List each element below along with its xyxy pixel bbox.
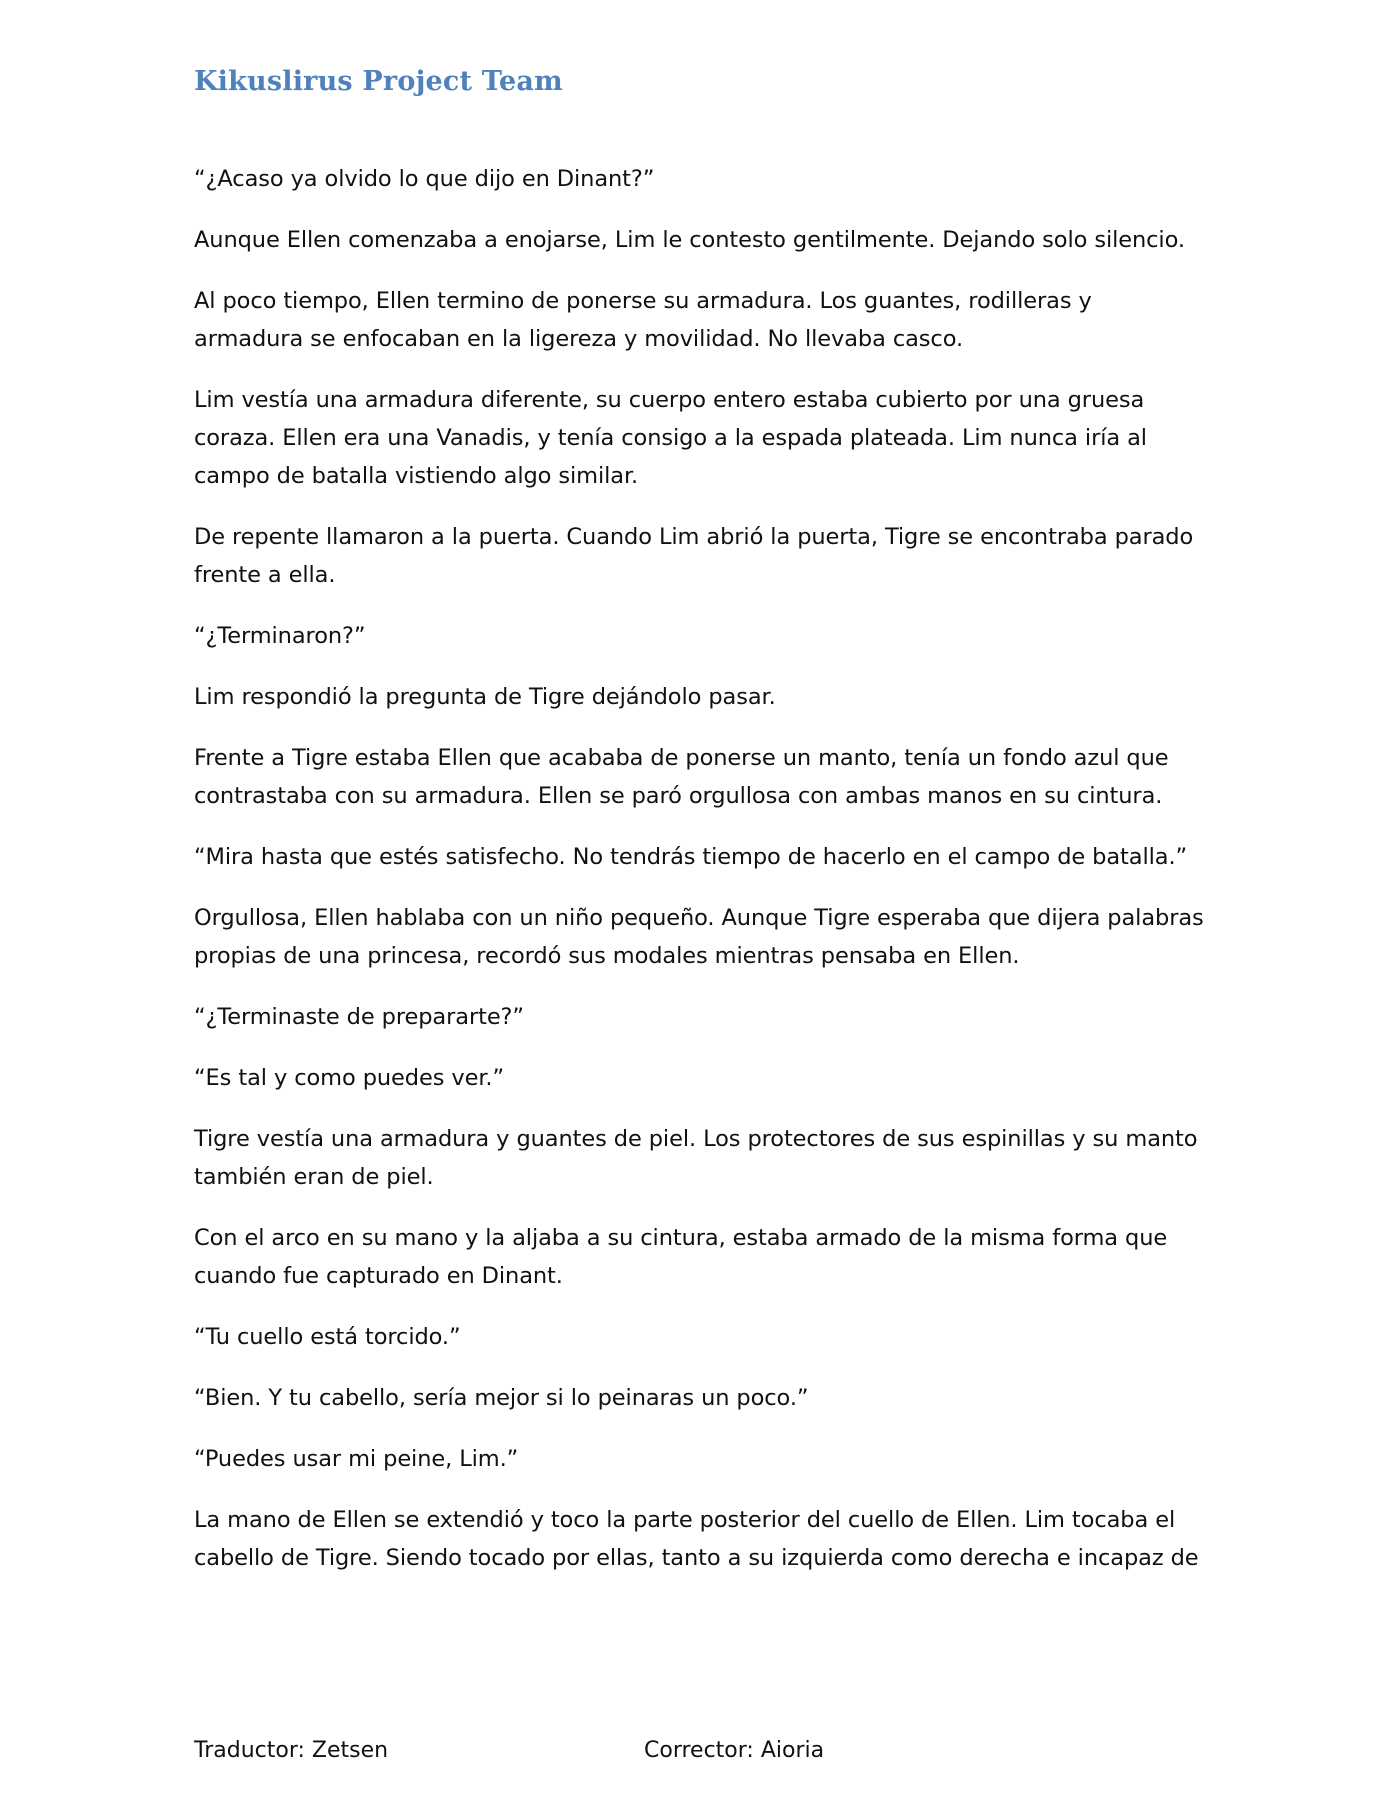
paragraph: “Tu cuello está torcido.” bbox=[194, 1324, 461, 1350]
paragraph: De repente llamaron a la puerta. Cuando Lim abrió la puerta, Tigre se encontraba parado frente a ella. bbox=[194, 524, 1194, 588]
translator-credit: Traductor: Zetsen bbox=[194, 1738, 389, 1763]
paragraph: “Bien. Y tu cabello, sería mejor si lo peinaras un poco.” bbox=[194, 1385, 809, 1411]
paragraph: Orgullosa, Ellen hablaba con un niño pequeño. Aunque Tigre esperaba que dijera palabras propias de una princesa, recordó sus modales mientras pensaba en Ellen. bbox=[194, 905, 1204, 969]
paragraph: “¿Terminaste de prepararte?” bbox=[194, 1004, 524, 1030]
paragraph: Lim respondió la pregunta de Tigre dejándolo pasar. bbox=[194, 684, 776, 710]
paragraph: “¿Terminaron?” bbox=[194, 623, 366, 649]
paragraph: La mano de Ellen se extendió y toco la parte posterior del cuello de Ellen. Lim tocaba el cabello de Tigre. Siendo tocado por ellas, tanto a su izquierda como derecha e incapaz de bbox=[194, 1507, 1199, 1571]
page-header-title: Kikuslirus Project Team bbox=[194, 66, 563, 97]
paragraph: “Es tal y como puedes ver.” bbox=[194, 1065, 505, 1091]
paragraph: Aunque Ellen comenzaba a enojarse, Lim le contesto gentilmente. Dejando solo silencio. bbox=[194, 227, 1185, 253]
paragraph: “¿Acaso ya olvido lo que dijo en Dinant?” bbox=[194, 166, 655, 192]
corrector-credit: Corrector: Aioria bbox=[644, 1738, 825, 1763]
paragraph: Tigre vestía una armadura y guantes de piel. Los protectores de sus espinillas y su manto también eran de piel. bbox=[194, 1126, 1198, 1190]
paragraph: Frente a Tigre estaba Ellen que acababa de ponerse un manto, tenía un fondo azul que contrastaba con su armadura. Ellen se paró orgullosa con ambas manos en su cintura. bbox=[194, 745, 1169, 809]
paragraph: Lim vestía una armadura diferente, su cuerpo entero estaba cubierto por una gruesa coraza. Ellen era una Vanadis, y tenía consigo a la espada plateada. Lim nunca iría al campo de batalla vistiendo algo similar. bbox=[194, 387, 1147, 489]
page-body bbox=[194, 160, 1204, 1600]
paragraph: “Mira hasta que estés satisfecho. No tendrás tiempo de hacerlo en el campo de batalla.” bbox=[194, 844, 1188, 870]
paragraph: Con el arco en su mano y la aljaba a su cintura, estaba armado de la misma forma que cuando fue capturado en Dinant. bbox=[194, 1225, 1168, 1289]
paragraph: “Puedes usar mi peine, Lim.” bbox=[194, 1446, 519, 1472]
paragraph: Al poco tiempo, Ellen termino de ponerse su armadura. Los guantes, rodilleras y armadura se enfocaban en la ligereza y movilidad. No llevaba casco. bbox=[194, 288, 1092, 352]
page-footer bbox=[194, 1738, 1204, 1770]
